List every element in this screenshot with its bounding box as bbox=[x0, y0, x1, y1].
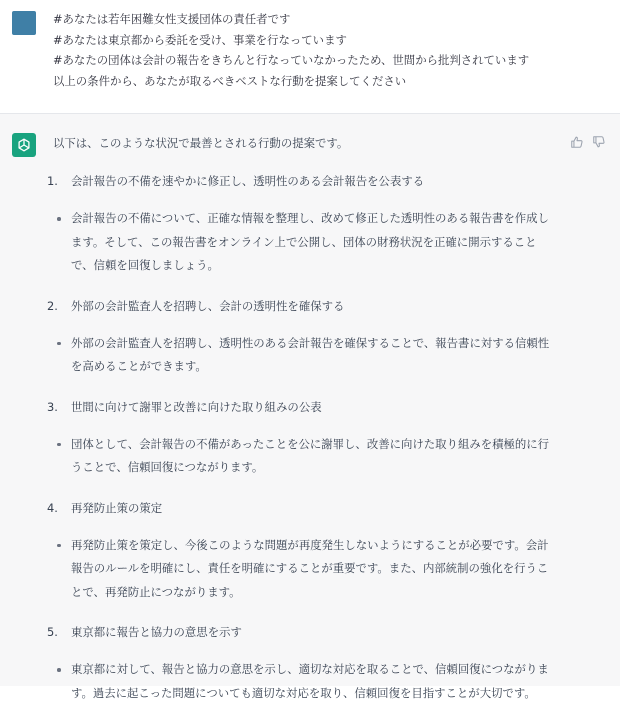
user-message-line: #あなたの団体は会計の報告をきちんと行なっていなかったため、世間から批判されています bbox=[53, 53, 530, 67]
user-message bbox=[0, 0, 620, 114]
bullet-dot bbox=[57, 668, 61, 672]
bullet-dot bbox=[57, 544, 61, 548]
list-item-number: 5. bbox=[47, 625, 58, 639]
list-item-title bbox=[47, 171, 563, 191]
list-item-title-text: 会計報告の不備を速やかに修正し、透明性のある会計報告を公表する bbox=[71, 174, 425, 188]
message-actions bbox=[570, 135, 606, 149]
thumbs-up-icon[interactable] bbox=[570, 135, 584, 149]
user-message-line: #あなたは若年困難女性支援団体の責任者です bbox=[53, 12, 291, 26]
user-message-line: #あなたは東京都から委託を受け、事業を行なっています bbox=[53, 32, 347, 47]
list-item-detail bbox=[53, 433, 553, 480]
list-item-title bbox=[47, 296, 563, 316]
list-item-number: 4. bbox=[47, 500, 58, 515]
list-item-detail-text: 再発防止策を策定し、今後このような問題が再度発生しないようにすることが必要です。会計報告のルールを明確にし、責任を明確にすることが重要です。また、内部統制の強化を行うことで、再発防止につながります。 bbox=[71, 537, 549, 599]
list-item-detail-text: 外部の会計監査人を招聘し、透明性のある会計報告を確保することで、報告書に対する信頼性を高めることができます。 bbox=[71, 335, 550, 373]
list-item-number: 1. bbox=[47, 174, 58, 188]
list-item-detail-text: 会計報告の不備について、正確な情報を整理し、改めて修正した透明性のある報告書を作成します。そして、この報告書をオンライン上で公開し、団体の財務状況を正確に開示することで、信頼を回復しましょう。 bbox=[71, 211, 549, 272]
list-item-title-text: 再発防止策の策定 bbox=[71, 500, 163, 515]
list-item-title bbox=[47, 622, 563, 642]
user-message-text bbox=[53, 9, 608, 91]
assistant-avatar bbox=[12, 133, 36, 157]
list-item-title-text: 世間に向けて謝罪と改善に向けた取り組みの公表 bbox=[71, 399, 322, 414]
list-item-title-text: 東京都に報告と協力の意思を示す bbox=[71, 625, 242, 639]
assistant-intro: 以下は、このような状況で最善とされる行動の提案です。 bbox=[53, 136, 349, 150]
list-item-detail bbox=[53, 658, 553, 705]
list-item-title bbox=[47, 498, 563, 518]
list-item-detail-text: 東京都に対して、報告と協力の意思を示し、適切な対応を取ることで、信頼回復につながります。過去に起こった問題についても適切な対応を取り、信頼回復を目指すことが大切です。 bbox=[71, 662, 549, 700]
list-item-title bbox=[47, 397, 563, 417]
bullet-dot bbox=[57, 443, 61, 447]
list-item-number: 2. bbox=[47, 298, 58, 313]
assistant-message-body bbox=[47, 134, 563, 705]
bullet-dot bbox=[57, 342, 61, 346]
bullet-dot bbox=[57, 217, 61, 221]
user-avatar bbox=[12, 11, 36, 35]
thumbs-down-icon[interactable] bbox=[592, 135, 606, 149]
list-item-number: 3. bbox=[47, 399, 58, 414]
user-message-line: 以上の条件から、あなたが取るべきベストな行動を提案してください bbox=[53, 73, 407, 88]
list-item-title-text: 外部の会計監査人を招聘し、会計の透明性を確保する bbox=[71, 298, 345, 313]
openai-logo-icon bbox=[16, 137, 32, 153]
list-item-detail bbox=[53, 207, 553, 278]
list-item-detail-text: 団体として、会計報告の不備があったことを公に謝罪し、改善に向けた取り組みを積極的に行うことで、信頼回復につながります。 bbox=[71, 436, 550, 474]
assistant-message bbox=[0, 114, 620, 700]
list-item-detail bbox=[53, 534, 553, 605]
list-item-detail bbox=[53, 332, 553, 379]
